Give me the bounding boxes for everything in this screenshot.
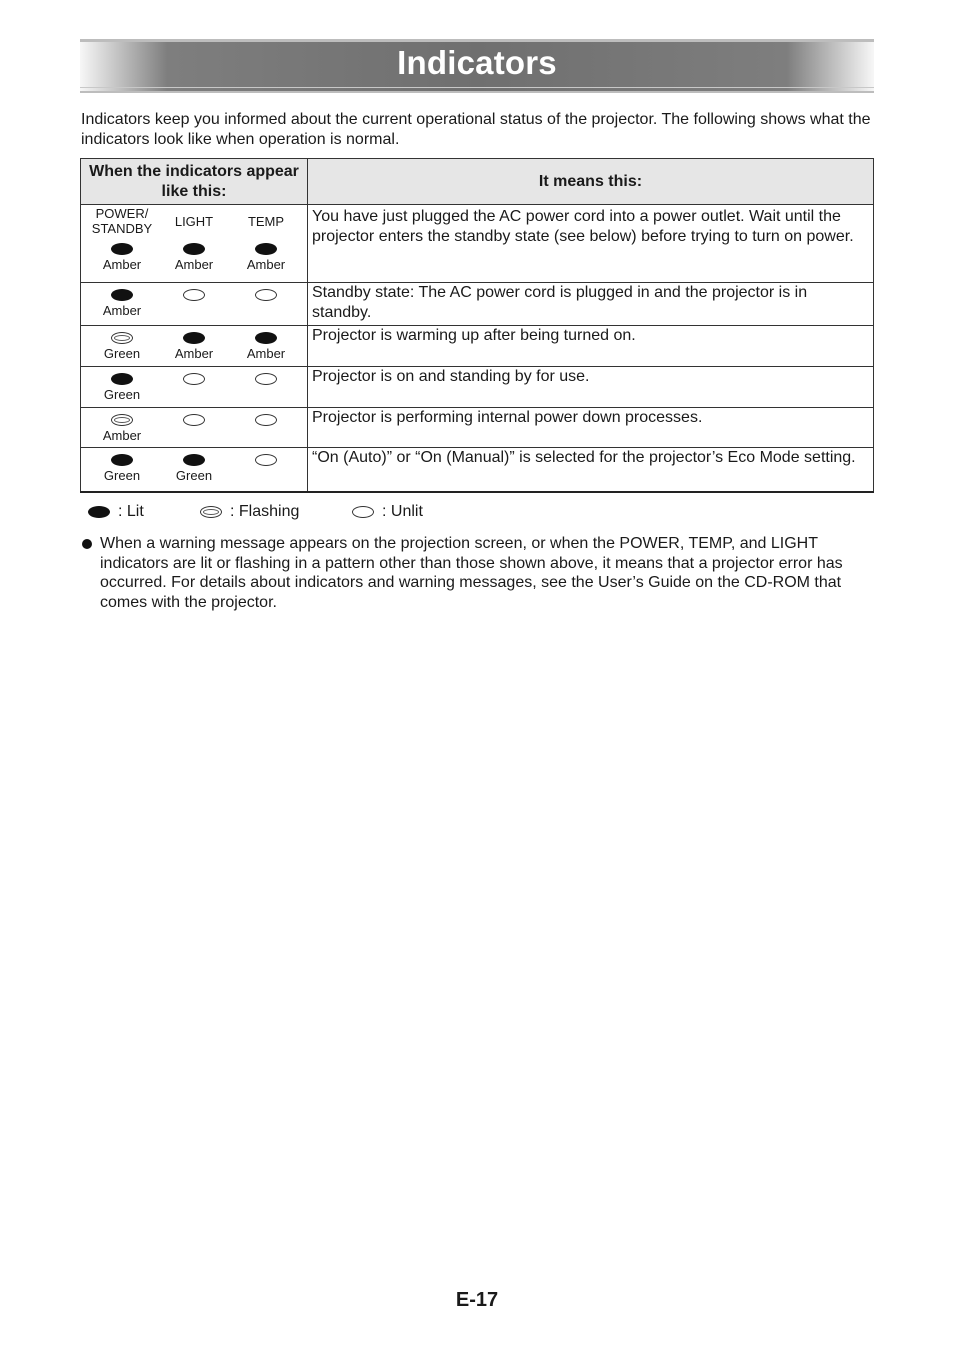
indicator-power-standby — [86, 367, 158, 402]
lit-lamp-icon — [88, 506, 110, 518]
indicator-color: Amber — [246, 257, 286, 272]
warning-note — [81, 534, 871, 612]
indicator-color: Green — [103, 346, 141, 361]
meaning-cell: Projector is on and standing by for use. — [308, 367, 874, 408]
indicator-label: LIGHT — [174, 213, 214, 229]
header-means: It means this: — [308, 159, 874, 205]
bullet-icon — [82, 539, 92, 549]
lit-lamp-icon — [111, 454, 133, 466]
lit-lamp-icon — [183, 454, 205, 466]
indicator-color: Amber — [102, 303, 142, 318]
title-rule-top — [80, 39, 874, 42]
legend-unlit — [352, 502, 423, 522]
unlit-lamp-icon — [255, 414, 277, 426]
indicator-temp — [230, 448, 302, 483]
indicator-light — [158, 448, 230, 483]
table-row — [81, 283, 874, 326]
meaning-cell: You have just plugged the AC power cord into a power outlet. Wait until the projector enters the standby state (see below) before trying to turn on power. — [308, 205, 874, 283]
indicator-power-standby — [86, 283, 158, 318]
indicator-color: Green — [103, 387, 141, 402]
indicator-label: TEMP — [247, 213, 285, 229]
indicator-label: POWER/ STANDBY — [91, 206, 153, 236]
unlit-lamp-icon — [255, 454, 277, 466]
lit-lamp-icon — [255, 332, 277, 344]
flashing-lamp-icon — [200, 506, 222, 518]
meaning-cell: “On (Auto)” or “On (Manual)” is selected for the projector’s Eco Mode setting. — [308, 448, 874, 492]
lit-lamp-icon — [111, 289, 133, 301]
table-row — [81, 326, 874, 367]
indicator-color: Amber — [102, 257, 142, 272]
indicator-power-standby — [86, 205, 158, 272]
indicator-light — [158, 408, 230, 443]
table-row — [81, 448, 874, 492]
flashing-lamp-icon — [111, 332, 133, 344]
indicator-light — [158, 326, 230, 361]
table-row — [81, 205, 874, 283]
indicator-light — [158, 205, 230, 272]
lit-lamp-icon — [183, 243, 205, 255]
indicator-temp — [230, 205, 302, 272]
table-row — [81, 408, 874, 448]
legend-flashing — [200, 502, 299, 522]
meaning-cell: Standby state: The AC power cord is plugged in and the projector is in standby. — [308, 283, 874, 326]
lit-lamp-icon — [183, 332, 205, 344]
indicator-cell — [81, 408, 308, 448]
lit-lamp-icon — [255, 243, 277, 255]
unlit-lamp-icon — [183, 373, 205, 385]
meaning-cell: Projector is warming up after being turned on. — [308, 326, 874, 367]
flashing-lamp-icon — [111, 414, 133, 426]
indicator-cell — [81, 448, 308, 492]
note-text: When a warning message appears on the projection screen, or when the POWER, TEMP, and LIGHT indicators are lit or flashing in a pattern other than those shown above, it means that a projector error has occurred. For details about indicators and warning messages, see the User’s Guide on the CD-ROM that comes with the projector. — [100, 535, 843, 611]
indicator-cell — [81, 367, 308, 408]
unlit-lamp-icon — [255, 373, 277, 385]
lit-lamp-icon — [111, 373, 133, 385]
unlit-lamp-icon — [255, 289, 277, 301]
page-number: E-17 — [455, 1289, 499, 1311]
indicator-power-standby — [86, 408, 158, 443]
legend-lit-label: : Lit — [118, 503, 144, 520]
table-header-row — [81, 159, 874, 205]
indicator-temp — [230, 367, 302, 402]
table-row — [81, 367, 874, 408]
indicator-temp — [230, 326, 302, 361]
indicator-color: Amber — [102, 428, 142, 443]
meaning-cell: Projector is performing internal power down processes. — [308, 408, 874, 448]
indicator-color: Amber — [174, 257, 214, 272]
indicator-power-standby — [86, 448, 158, 483]
lit-lamp-icon — [111, 243, 133, 255]
title-banner — [80, 39, 874, 93]
title-rule-bottom — [80, 91, 874, 93]
legend-flashing-label: : Flashing — [230, 503, 300, 520]
indicator-color: Green — [175, 468, 213, 483]
indicator-color: Green — [103, 468, 141, 483]
indicator-color: Amber — [246, 346, 286, 361]
indicator-temp — [230, 408, 302, 443]
header-indicators: When the indicators appear like this: — [81, 159, 308, 205]
indicator-light — [158, 367, 230, 402]
indicator-table — [80, 158, 874, 493]
unlit-lamp-icon — [183, 289, 205, 301]
page-title: Indicators — [397, 44, 557, 81]
indicator-cell — [81, 205, 308, 283]
indicator-light — [158, 283, 230, 318]
legend-unlit-label: : Unlit — [382, 503, 423, 520]
indicator-cell — [81, 283, 308, 326]
unlit-lamp-icon — [352, 506, 374, 518]
indicator-temp — [230, 283, 302, 318]
indicator-color: Amber — [174, 346, 214, 361]
indicator-power-standby — [86, 326, 158, 361]
indicator-cell — [81, 326, 308, 367]
title-rule-inner — [80, 87, 874, 88]
intro-paragraph: Indicators keep you informed about the current operational status of the projector. The following shows what the indicators look like when operation is normal. — [81, 111, 871, 148]
legend-lit — [88, 502, 144, 522]
unlit-lamp-icon — [183, 414, 205, 426]
